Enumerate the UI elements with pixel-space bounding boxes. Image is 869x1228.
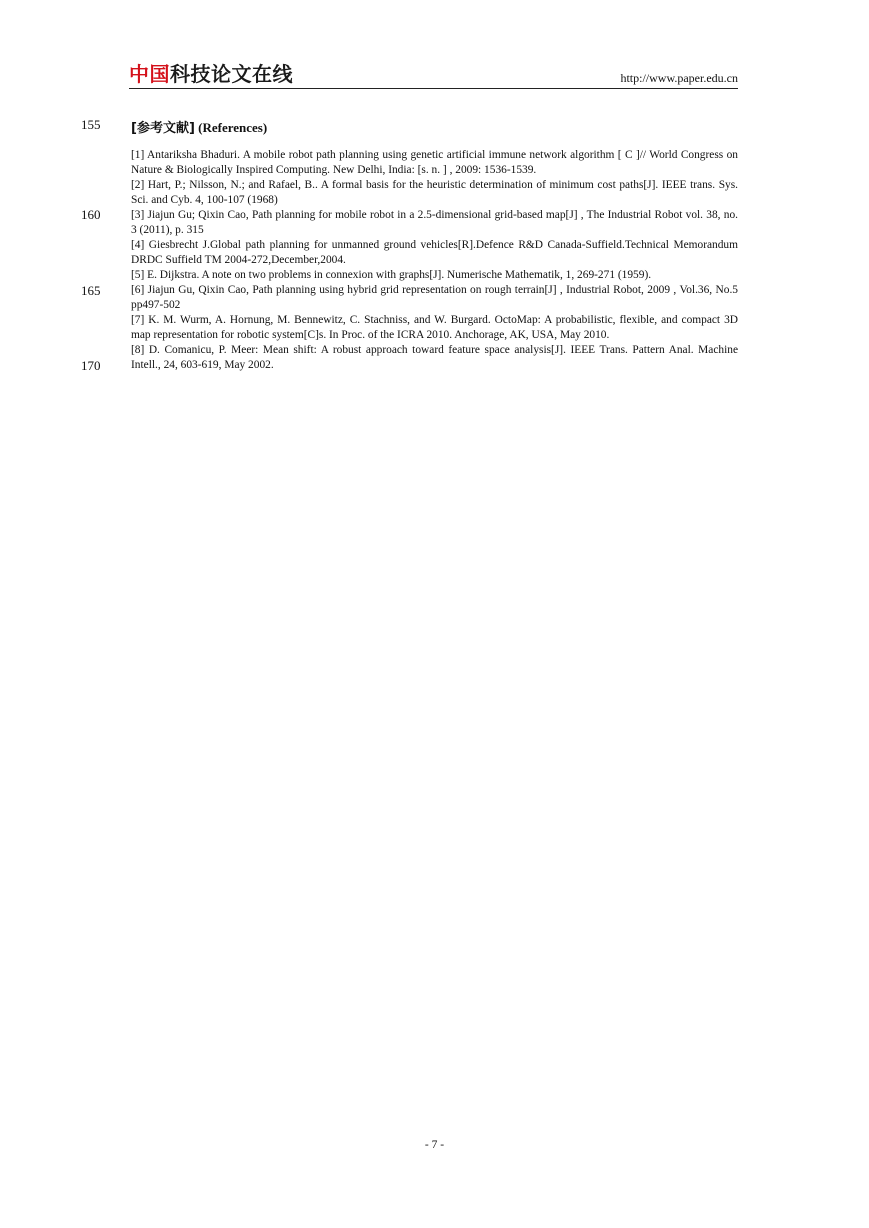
line-number-160: 160	[81, 207, 101, 222]
line-number-155: 155	[81, 117, 101, 132]
reference-item: [4] Giesbrecht J.Global path planning for unmanned ground vehicles[R].Defence R&D Canada-Suffield.Technical Memorandum DRDC Suffield TM 2004-272,December,2004.	[131, 239, 738, 266]
page-number: - 7 -	[424, 1139, 445, 1151]
logo-text-red: 中国	[129, 62, 170, 86]
logo-text-black: 科技论文在线	[170, 62, 293, 86]
page-header	[129, 60, 738, 89]
references-heading-cn: [参考文献]	[131, 121, 195, 136]
reference-list	[131, 148, 738, 373]
references-heading	[131, 117, 267, 136]
reference-item: [2] Hart, P.; Nilsson, N.; and Rafael, B.. A formal basis for the heuristic determination of minimum cost paths[J]. IEEE trans. Sys. Sci. and Cyb. 4, 100-107 (1968)	[131, 179, 738, 206]
references-heading-en: (References)	[198, 120, 268, 135]
reference-item: [7] K. M. Wurm, A. Hornung, M. Bennewitz, C. Stachniss, and W. Burgard. OctoMap: A probabilistic, flexible, and compact 3D map representation for robotic system[C]s. In Proc. of the ICRA 2010. Anchorage, AK, USA, May 2010.	[131, 314, 738, 341]
line-number-165: 165	[81, 283, 101, 298]
site-logo	[129, 63, 293, 85]
line-number-170: 170	[81, 358, 101, 373]
reference-item: [5] E. Dijkstra. A note on two problems in connexion with graphs[J]. Numerische Mathematik, 1, 269-271 (1959).	[131, 269, 652, 281]
logo-text	[129, 63, 293, 85]
header-url: http://www.paper.edu.cn	[620, 71, 738, 85]
reference-item: [3] Jiajun Gu; Qixin Cao, Path planning for mobile robot in a 2.5-dimensional grid-based map[J] , The Industrial Robot vol. 38, no. 3 (2011), p. 315	[131, 209, 738, 236]
reference-item: [6] Jiajun Gu, Qixin Cao, Path planning using hybrid grid representation on rough terrain[J] , Industrial Robot, 2009 , Vol.36, No.5 pp497-502	[131, 284, 738, 311]
reference-item: [8] D. Comanicu, P. Meer: Mean shift: A robust approach toward feature space analysis[J]. IEEE Trans. Pattern Anal. Machine Intell., 24, 603-619, May 2002.	[131, 344, 738, 371]
reference-item: [1] Antariksha Bhaduri. A mobile robot path planning using genetic artificial immune network algorithm [ C ]// World Congress on Nature & Biologically Inspired Computing. New Delhi, India: [s. n. ] , 2009: 1536-1539.	[131, 149, 738, 176]
